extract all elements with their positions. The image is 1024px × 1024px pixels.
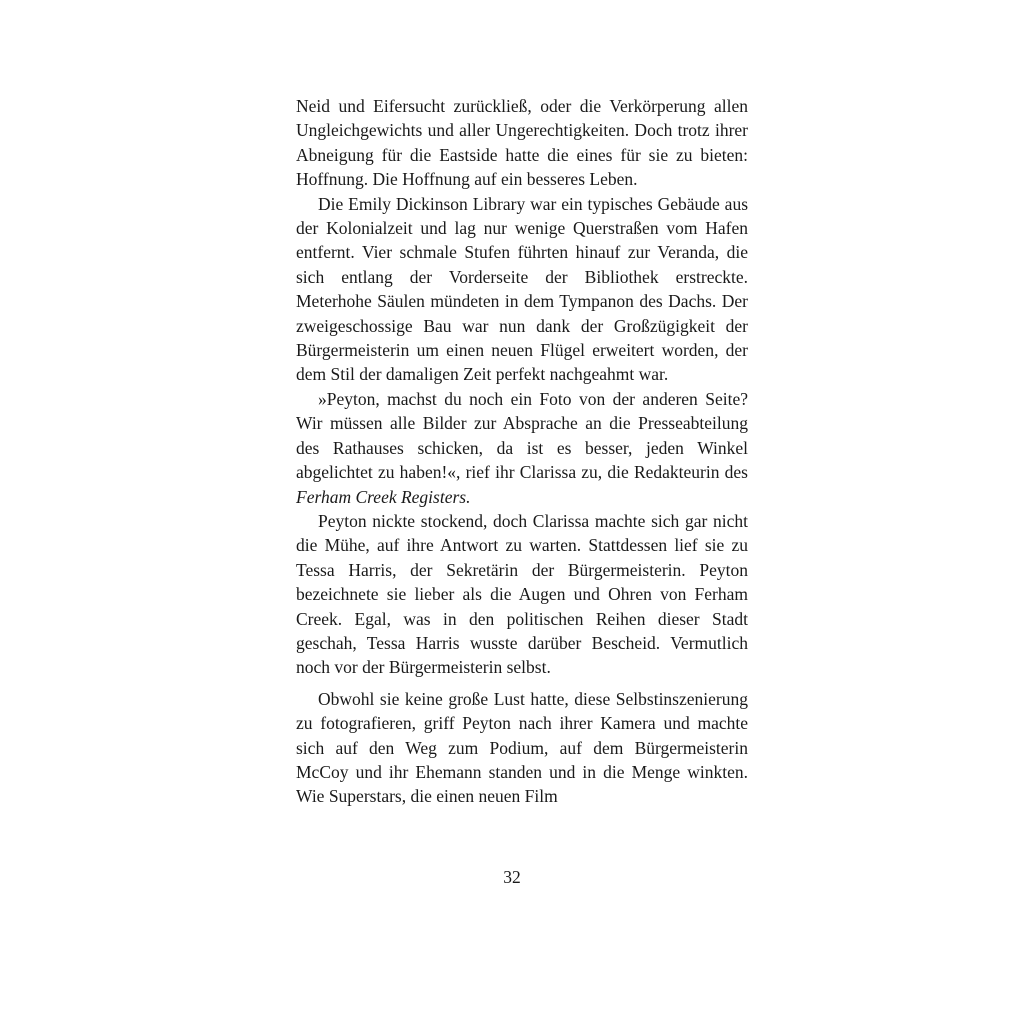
page-number: 32 [503, 867, 521, 887]
book-page-text [296, 94, 748, 809]
paragraph-5: Obwohl sie keine große Lust hatte, diese Selbstinszenierung zu fotografieren, griff Peyton nach ihrer Kamera und machte sich auf den Weg zum Podium, auf dem Bürgermeisterin McCoy und ihr Ehemann standen und in die Menge winkten. Wie Superstars, die einen neuen Film [296, 688, 748, 807]
paragraph-3-text: »Peyton, machst du noch ein Foto von der anderen Seite? Wir müssen alle Bilder zur Absprache an die Presseabteilung des Rathauses schicken, da ist es besser, jeden Winkel abgelichtet zu haben!«, rief ihr Clarissa zu, die Redakteurin des [296, 388, 748, 483]
paragraph-3 [296, 387, 748, 509]
newspaper-title: Ferham Creek Registers. [296, 486, 471, 507]
paragraph-2: Die Emily Dickinson Library war ein typisches Gebäude aus der Kolonialzeit und lag nur wenige Querstraßen vom Hafen entfernt. Vier schmale Stufen führten hinauf zur Veranda, die sich entlang der Vorderseite der Bibliothek erstreckte. Meterhohe Säulen mündeten in dem Tympanon des Dachs. Der zweigeschossige Bau war nun dank der Großzügigkeit der Bürgermeisterin um einen neuen Flügel erweitert worden, der dem Stil der damaligen Zeit perfekt nachgeahmt war. [296, 193, 748, 385]
paragraph-4: Peyton nickte stockend, doch Clarissa machte sich gar nicht die Mühe, auf ihre Antwort zu warten. Stattdessen lief sie zu Tessa Harris, der Sekretärin der Bürgermeisterin. Peyton bezeichnete sie lieber als die Augen und Ohren von Ferham Creek. Egal, was in den politischen Reihen dieser Stadt geschah, Tessa Harris wusste darüber Bescheid. Vermutlich noch vor der Bürgermeisterin selbst. [296, 510, 748, 678]
paragraph-1: Neid und Eifersucht zurückließ, oder die Verkörperung allen Ungleichgewichts und aller Ungerechtigkeiten. Doch trotz ihrer Abneigung für die Eastside hatte die eines für sie zu bieten: Hoffnung. Die Hoffnung auf ein besseres Leben. [296, 96, 748, 190]
